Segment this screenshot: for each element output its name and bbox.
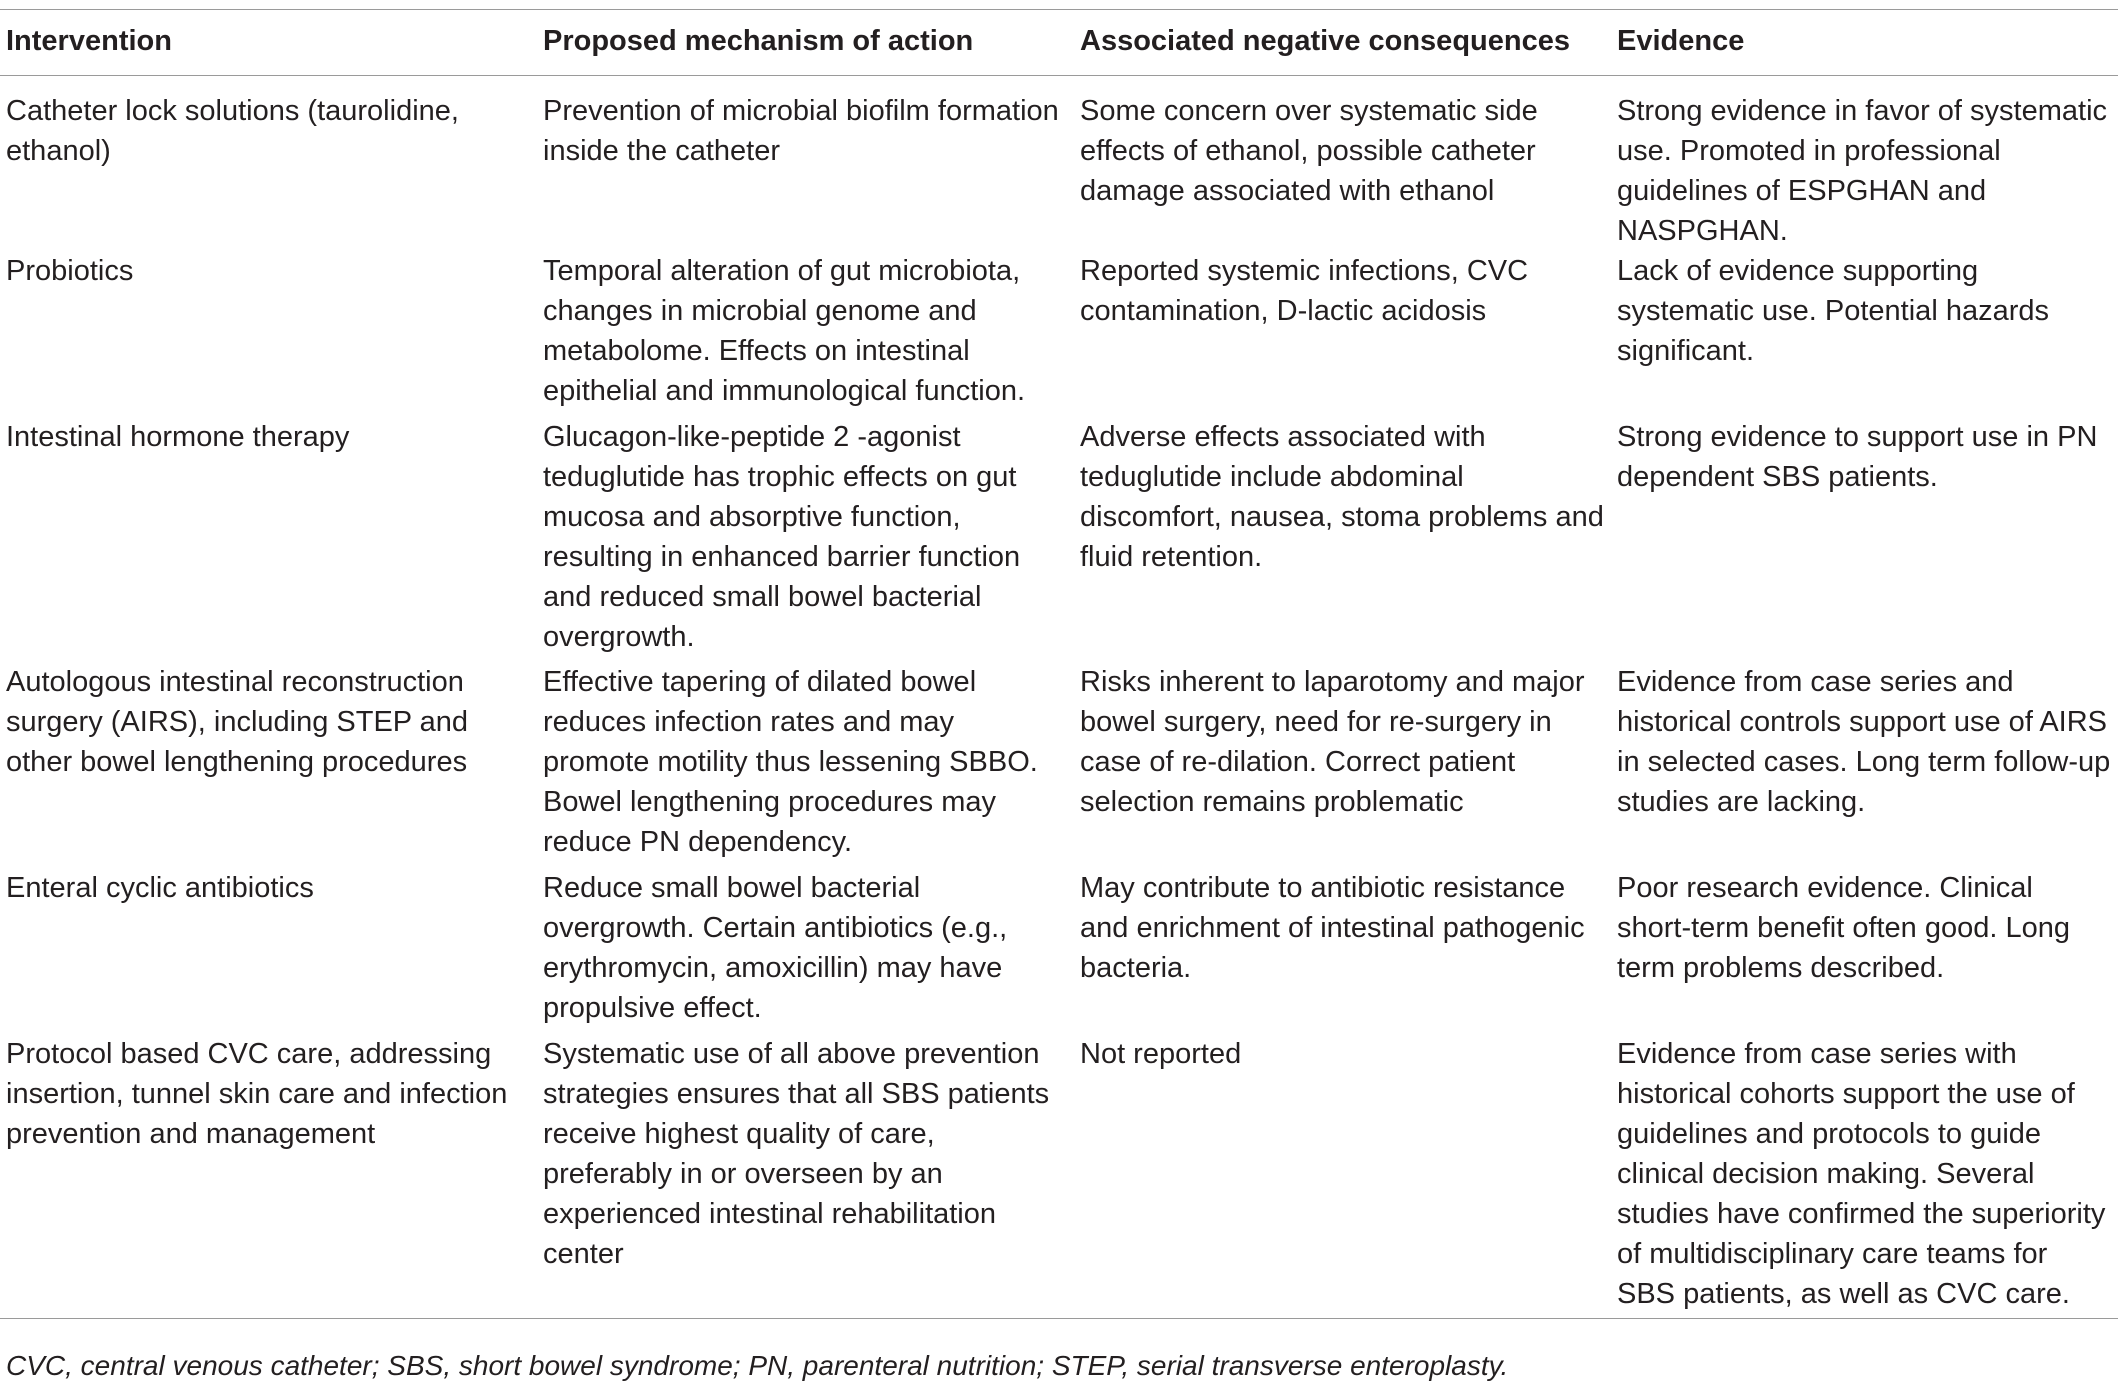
cell-intervention: Autologous intestinal reconstruction surgery (AIRS), including STEP and other bowel lengthening procedures [6,666,469,778]
cell-mechanism: Effective tapering of dilated bowel reduces infection rates and may promote motility thus lessening SBBO. Bowel lengthening procedures may reduce PN dependency. [543,666,1038,858]
cell-mechanism: Glucagon-like-peptide 2 -agonist teduglutide has trophic effects on gut mucosa and absorptive function, resulting in enhanced barrier function and reduced small bowel bacterial overgrowth. [543,421,1021,653]
cell-intervention: Intestinal hormone therapy [6,421,350,453]
cell-mechanism: Prevention of microbial biofilm formation inside the catheter [543,95,1059,167]
cell-intervention: Probiotics [6,255,134,287]
header-row [0,10,2118,76]
cell-mechanism: Systematic use of all above prevention strategies ensures that all SBS patients receive highest quality of care, preferably in or overseen by an experienced intestinal rehabilitation center [543,1038,1050,1270]
table-row [0,251,2118,417]
cell-consequences: Risks inherent to laparotomy and major bowel surgery, need for re-surgery in case of re-dilation. Correct patient selection remains problematic [1080,666,1585,818]
cell-consequences: Some concern over systematic side effects of ethanol, possible catheter damage associated with ethanol [1080,95,1538,207]
table-footnote: CVC, central venous catheter; SBS, short bowel syndrome; PN, parenteral nutrition; STEP, serial transverse enteroplasty. [6,1350,1509,1381]
header-mechanism: Proposed mechanism of action [543,25,974,57]
table-row [0,662,2118,868]
cell-mechanism: Reduce small bowel bacterial overgrowth. Certain antibiotics (e.g., erythromycin, amoxicillin) may have propulsive effect. [543,872,1008,1024]
table-row [0,868,2118,1034]
table-row [0,1034,2118,1319]
cell-intervention: Protocol based CVC care, addressing insertion, tunnel skin care and infection prevention and management [6,1038,508,1150]
cell-evidence: Lack of evidence supporting systematic use. Potential hazards significant. [1617,255,2049,367]
cell-consequences: May contribute to antibiotic resistance and enrichment of intestinal pathogenic bacteria. [1080,872,1585,984]
header-evidence: Evidence [1617,25,1745,57]
cell-evidence: Strong evidence in favor of systematic use. Promoted in professional guidelines of ESPGHAN and NASPGHAN. [1617,95,2108,247]
table-header [0,10,2118,76]
interventions-table [0,9,2118,1319]
table-body [0,76,2118,1319]
table-row [0,417,2118,662]
table-row [0,76,2118,252]
header-consequences: Associated negative consequences [1080,25,1570,57]
cell-evidence: Strong evidence to support use in PN dependent SBS patients. [1617,421,2098,493]
cell-consequences: Adverse effects associated with teduglutide include abdominal discomfort, nausea, stoma problems and fluid retention. [1080,421,1604,573]
cell-evidence: Poor research evidence. Clinical short-term benefit often good. Long term problems described. [1617,872,2071,984]
cell-intervention: Catheter lock solutions (taurolidine, ethanol) [6,95,459,167]
header-intervention: Intervention [6,25,172,57]
cell-consequences: Reported systemic infections, CVC contamination, D-lactic acidosis [1080,255,1529,327]
cell-mechanism: Temporal alteration of gut microbiota, changes in microbial genome and metabolome. Effects on intestinal epithelial and immunological function. [543,255,1026,407]
cell-consequences: Not reported [1080,1038,1242,1070]
cell-intervention: Enteral cyclic antibiotics [6,872,314,904]
cell-evidence: Evidence from case series and historical controls support use of AIRS in selected cases. Long term follow-up studies are lacking. [1617,666,2111,818]
cell-evidence: Evidence from case series with historical cohorts support the use of guidelines and protocols to guide clinical decision making. Several studies have confirmed the superiority of multidisciplinary care teams for SBS patients, as well as CVC care. [1617,1038,2106,1310]
